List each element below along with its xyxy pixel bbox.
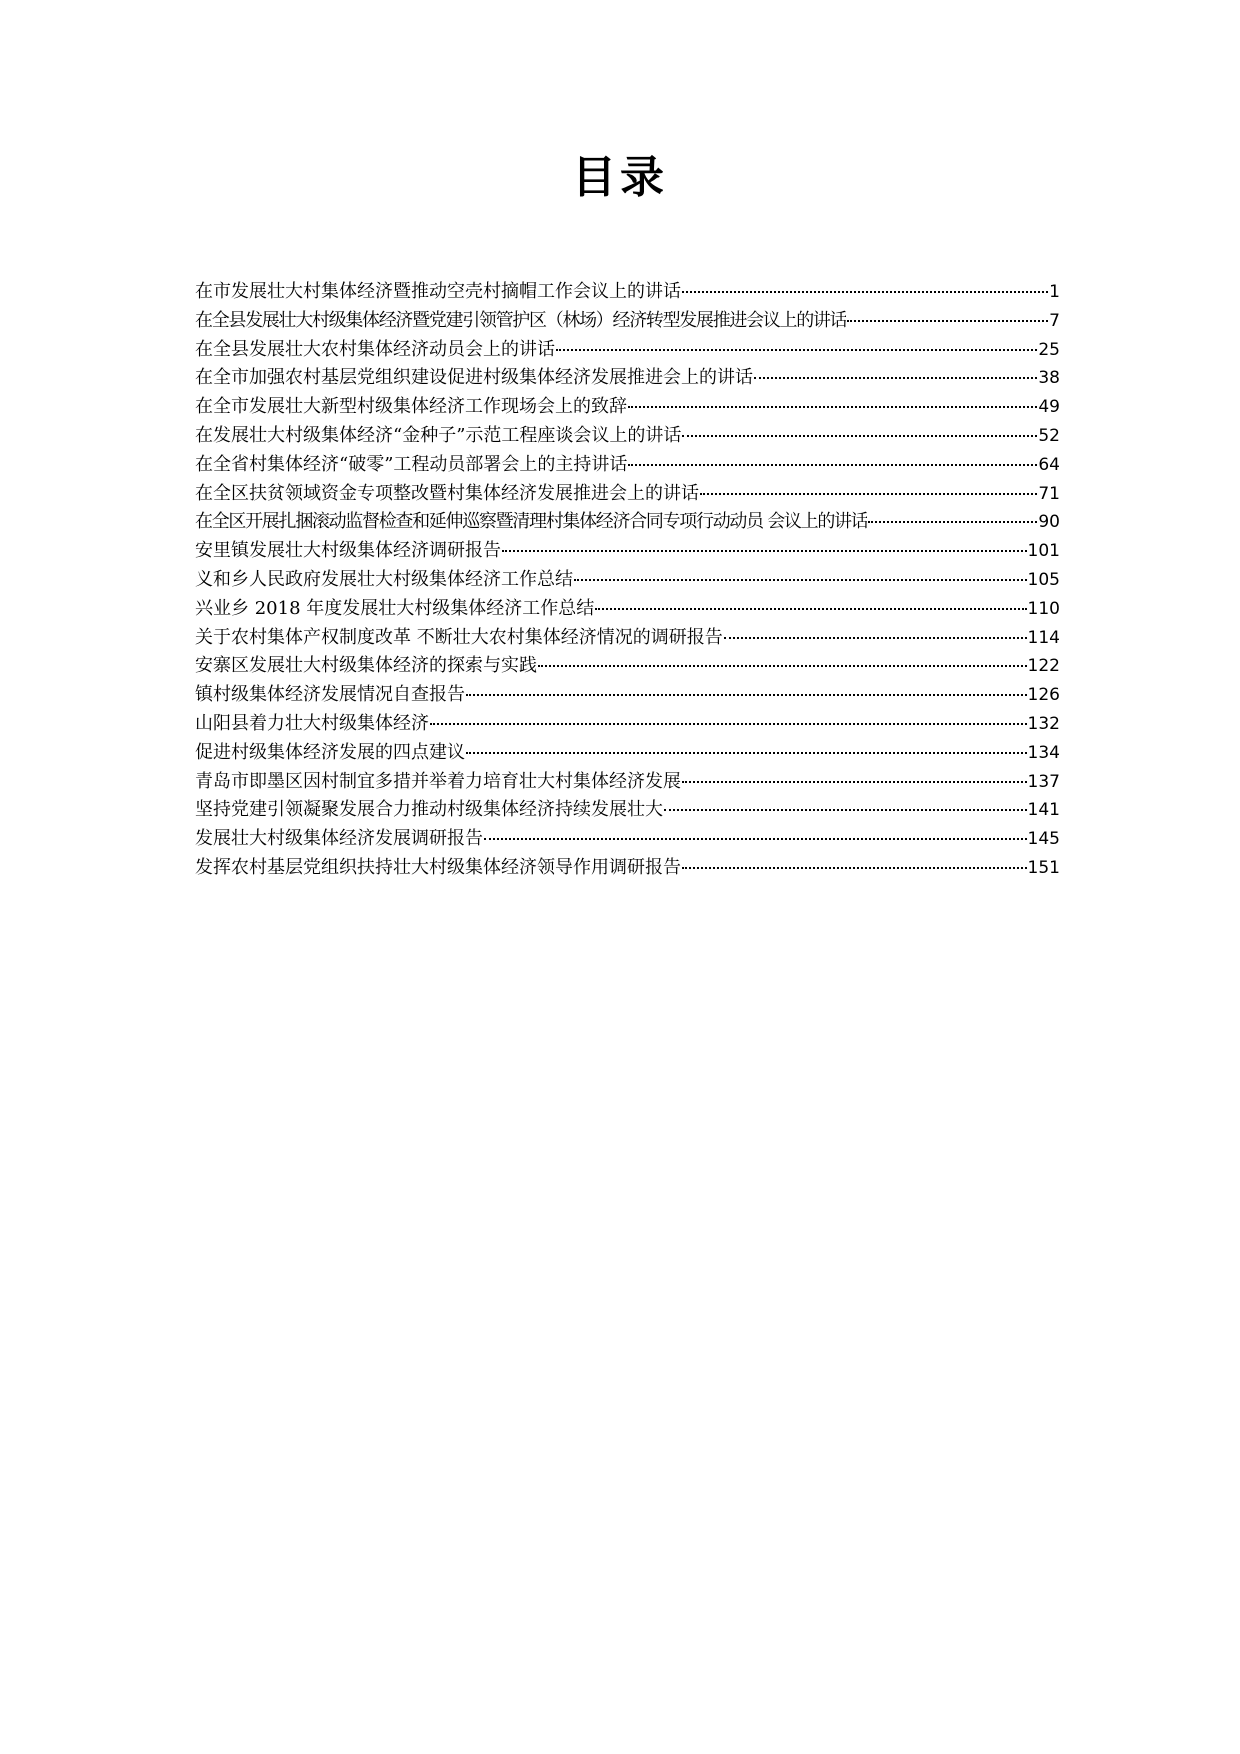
toc-entry-page-number: 141 xyxy=(1027,800,1060,821)
toc-dot-leader xyxy=(682,291,1048,293)
toc-dot-leader xyxy=(700,493,1037,495)
toc-dot-leader xyxy=(538,665,1027,667)
toc-entry-title: 发展壮大村级集体经济发展调研报告 xyxy=(195,828,483,850)
toc-entry-title: 安里镇发展壮大村级集体经济调研报告 xyxy=(195,540,501,562)
toc-dot-leader xyxy=(682,867,1027,869)
page-title: 目录 xyxy=(572,152,668,203)
toc-entry-page-number: 151 xyxy=(1027,857,1060,878)
toc-dot-leader xyxy=(628,464,1037,466)
toc-entry[interactable] xyxy=(195,768,1060,797)
toc-entry-page-number: 1 xyxy=(1049,282,1060,302)
toc-dot-leader xyxy=(628,406,1037,408)
toc-entry-title: 安寨区发展壮大村级集体经济的探索与实践 xyxy=(195,655,537,677)
toc-entry[interactable] xyxy=(195,624,1060,653)
table-of-contents xyxy=(195,278,1060,883)
toc-entry-title: 发挥农村基层党组织扶持壮大村级集体经济领导作用调研报告 xyxy=(195,856,681,878)
toc-entry-page-number: 52 xyxy=(1038,425,1060,446)
toc-entry-page-number: 132 xyxy=(1027,713,1060,734)
toc-dot-leader xyxy=(502,550,1027,552)
toc-entry-page-number: 64 xyxy=(1038,454,1060,475)
toc-dot-leader xyxy=(430,723,1027,725)
toc-entry[interactable] xyxy=(195,393,1060,422)
toc-entry-page-number: 137 xyxy=(1027,771,1060,792)
toc-entry[interactable] xyxy=(195,537,1060,566)
toc-dot-leader xyxy=(466,694,1027,696)
toc-entry[interactable] xyxy=(195,422,1060,451)
toc-entry-title: 坚持党建引领凝聚发展合力推动村级集体经济持续发展壮大 xyxy=(195,799,663,821)
toc-dot-leader xyxy=(724,637,1027,639)
toc-entry-page-number: 134 xyxy=(1027,742,1060,763)
toc-entry-page-number: 122 xyxy=(1027,656,1060,677)
toc-entry[interactable] xyxy=(195,336,1060,365)
toc-entry-title: 山阳县着力壮大村级集体经济 xyxy=(195,712,429,734)
toc-entry[interactable] xyxy=(195,710,1060,739)
toc-entry-page-number: 105 xyxy=(1027,569,1060,590)
toc-dot-leader xyxy=(556,349,1037,351)
toc-dot-leader xyxy=(847,320,1048,322)
toc-entry-title: 在全市加强农村基层党组织建设促进村级集体经济发展推进会上的讲话 xyxy=(195,367,753,389)
toc-entry-title: 在全省村集体经济“破零”工程动员部署会上的主持讲话 xyxy=(195,453,628,475)
toc-entry-title: 兴业乡 2018 年度发展壮大村级集体经济工作总结 xyxy=(195,597,595,619)
toc-entry[interactable] xyxy=(195,796,1060,825)
toc-entry-title: 在发展壮大村级集体经济“金种子”示范工程座谈会议上的讲话 xyxy=(195,424,682,446)
toc-entry-page-number: 25 xyxy=(1038,339,1060,360)
toc-entry-title: 在全区扶贫领域资金专项整改暨村集体经济发展推进会上的讲话 xyxy=(195,482,699,504)
toc-entry[interactable] xyxy=(195,739,1060,768)
toc-entry-page-number: 49 xyxy=(1038,397,1060,418)
toc-entry-page-number: 38 xyxy=(1038,368,1060,389)
toc-entry[interactable] xyxy=(195,307,1060,336)
toc-entry-title: 在全市发展壮大新型村级集体经济工作现场会上的致辞 xyxy=(195,396,627,418)
toc-entry-page-number: 90 xyxy=(1038,512,1060,533)
toc-entry[interactable] xyxy=(195,854,1060,883)
toc-entry-title: 在市发展壮大村集体经济暨推动空壳村摘帽工作会议上的讲话 xyxy=(195,281,681,302)
toc-entry-title: 在全县发展壮大村级集体经济暨党建引领管护区（林场）经济转型发展推进会议上的讲话 xyxy=(195,309,847,331)
toc-entry[interactable] xyxy=(195,451,1060,480)
toc-dot-leader xyxy=(574,579,1027,581)
toc-entry-page-number: 114 xyxy=(1027,627,1060,648)
toc-dot-leader xyxy=(466,752,1027,754)
toc-entry[interactable] xyxy=(195,652,1060,681)
toc-entry-title: 在全县发展壮大农村集体经济动员会上的讲话 xyxy=(195,338,555,360)
toc-entry-page-number: 7 xyxy=(1049,310,1060,331)
toc-entry-title: 促进村级集体经济发展的四点建议 xyxy=(195,741,465,763)
toc-dot-leader xyxy=(754,377,1037,379)
toc-dot-leader xyxy=(868,521,1037,523)
toc-entry[interactable] xyxy=(195,681,1060,710)
toc-dot-leader xyxy=(484,838,1027,840)
toc-dot-leader xyxy=(595,608,1026,610)
toc-entry[interactable] xyxy=(195,825,1060,854)
toc-entry-page-number: 71 xyxy=(1038,483,1060,504)
toc-entry-title: 义和乡人民政府发展壮大村级集体经济工作总结 xyxy=(195,568,573,590)
toc-dot-leader xyxy=(682,435,1037,437)
toc-entry-page-number: 101 xyxy=(1027,541,1060,562)
toc-entry-page-number: 145 xyxy=(1027,829,1060,850)
toc-entry-title: 镇村级集体经济发展情况自查报告 xyxy=(195,684,465,706)
toc-entry-title: 在全区开展扎捆滚动监督检查和延伸巡察暨清理村集体经济合同专项行动动员 会议上的讲话 xyxy=(195,511,868,533)
toc-entry-title: 青岛市即墨区因村制宜多措并举着力培育壮大村集体经济发展 xyxy=(195,770,681,792)
toc-entry-title: 关于农村集体产权制度改革 不断壮大农村集体经济情况的调研报告 xyxy=(195,626,723,648)
toc-entry[interactable] xyxy=(195,480,1060,509)
toc-entry[interactable] xyxy=(195,595,1060,624)
toc-entry[interactable] xyxy=(195,278,1060,307)
toc-entry[interactable] xyxy=(195,364,1060,393)
toc-entry[interactable] xyxy=(195,508,1060,537)
toc-entry[interactable] xyxy=(195,566,1060,595)
toc-dot-leader xyxy=(682,781,1027,783)
toc-entry-page-number: 126 xyxy=(1027,685,1060,706)
toc-dot-leader xyxy=(664,809,1027,811)
toc-entry-page-number: 110 xyxy=(1027,598,1060,619)
